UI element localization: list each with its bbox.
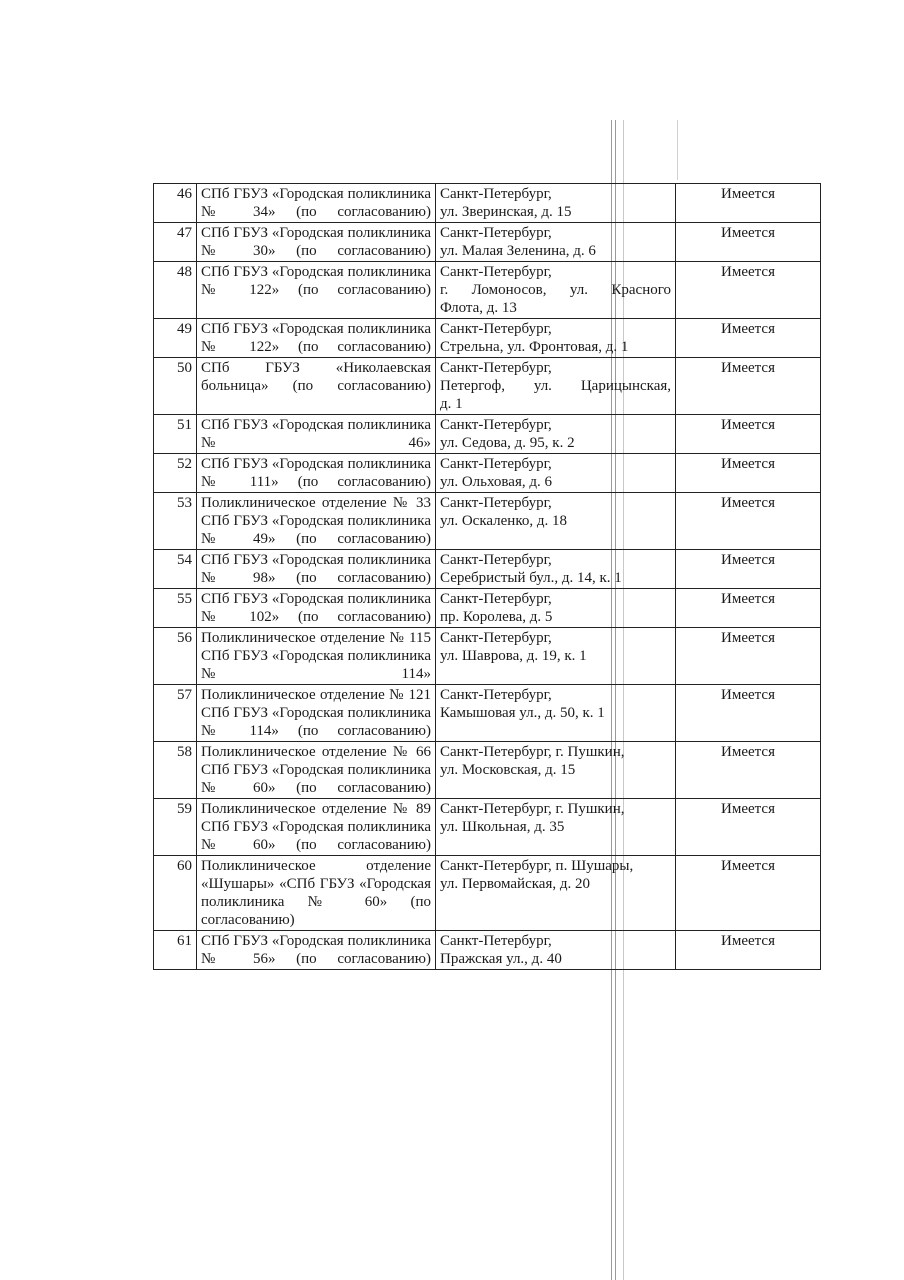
facility-address (436, 454, 676, 493)
address-line: Санкт-Петербург, (440, 630, 552, 646)
facility-address (436, 223, 676, 262)
address-line: Петергоф, ул. Царицынская, (440, 378, 671, 394)
address-line: г. Ломоносов, ул. Красного (440, 282, 671, 298)
facility-address (436, 493, 676, 550)
address-line: Санкт-Петербург, (440, 591, 552, 607)
facility-name: Поликлиническое отделение № 121 СПб ГБУЗ «Городская поликлиника № 114» (по согласованию) (197, 685, 436, 742)
address-line: Санкт-Петербург, (440, 225, 552, 241)
address-line: Санкт-Петербург, (440, 456, 552, 472)
address-line: Стрельна, ул. Фронтовая, д. 1 (440, 339, 629, 355)
address-line: ул. Малая Зеленина, д. 6 (440, 243, 596, 259)
availability-status: Имеется (676, 931, 821, 970)
facility-address (436, 415, 676, 454)
address-line: Серебристый бул., д. 14, к. 1 (440, 570, 622, 586)
address-line: ул. Школьная, д. 35 (440, 819, 565, 835)
availability-status: Имеется (676, 223, 821, 262)
facility-name: Поликлиническое отделение № 33 СПб ГБУЗ «Городская поликлиника № 49» (по согласованию) (197, 493, 436, 550)
facility-name: СПб ГБУЗ «Городская поликлиника № 46» (197, 415, 436, 454)
address-line: Санкт-Петербург, (440, 360, 552, 376)
table-row (154, 493, 821, 550)
facility-name: СПб ГБУЗ «Городская поликлиника № 102» (по согласованию) (197, 589, 436, 628)
address-line: ул. Ольховая, д. 6 (440, 474, 552, 490)
facility-address (436, 550, 676, 589)
row-number: 53 (154, 493, 197, 550)
table-row (154, 628, 821, 685)
facility-name: СПб ГБУЗ «Городская поликлиника № 122» (по согласованию) (197, 262, 436, 319)
table-row (154, 589, 821, 628)
address-line: Санкт-Петербург, (440, 264, 552, 280)
availability-status: Имеется (676, 415, 821, 454)
facility-address (436, 742, 676, 799)
address-line: Пражская ул., д. 40 (440, 951, 562, 967)
row-number: 50 (154, 358, 197, 415)
row-number: 58 (154, 742, 197, 799)
table-row (154, 184, 821, 223)
table-row (154, 742, 821, 799)
row-number: 48 (154, 262, 197, 319)
facility-address (436, 358, 676, 415)
facilities-table (153, 183, 821, 970)
row-number: 52 (154, 454, 197, 493)
address-line: ул. Оскаленко, д. 18 (440, 513, 567, 529)
address-line: Санкт-Петербург, (440, 186, 552, 202)
address-line: Санкт-Петербург, г. Пушкин, (440, 801, 625, 817)
availability-status: Имеется (676, 799, 821, 856)
address-line: ул. Первомайская, д. 20 (440, 876, 590, 892)
facility-address (436, 628, 676, 685)
facility-address (436, 184, 676, 223)
address-line: д. 1 (440, 396, 463, 412)
scan-artifact-line (677, 120, 678, 180)
address-line: Санкт-Петербург, (440, 552, 552, 568)
row-number: 56 (154, 628, 197, 685)
facility-address (436, 319, 676, 358)
availability-status: Имеется (676, 319, 821, 358)
address-line: пр. Королева, д. 5 (440, 609, 553, 625)
address-line: Санкт-Петербург, (440, 687, 552, 703)
facility-address (436, 262, 676, 319)
availability-status: Имеется (676, 184, 821, 223)
facility-address (436, 685, 676, 742)
address-line: Санкт-Петербург, (440, 321, 552, 337)
availability-status: Имеется (676, 685, 821, 742)
table-row (154, 415, 821, 454)
row-number: 61 (154, 931, 197, 970)
facility-name: СПб ГБУЗ «Городская поликлиника № 98» (по согласованию) (197, 550, 436, 589)
row-number: 46 (154, 184, 197, 223)
address-line: Санкт-Петербург, (440, 495, 552, 511)
facility-name: Поликлиническое отделение «Шушары» «СПб ГБУЗ «Городская поликлиника № 60» (по согласованию) (197, 856, 436, 931)
facility-name: СПб ГБУЗ «Городская поликлиника № 30» (по согласованию) (197, 223, 436, 262)
table-row (154, 262, 821, 319)
table-row (154, 319, 821, 358)
row-number: 57 (154, 685, 197, 742)
table-row (154, 223, 821, 262)
row-number: 51 (154, 415, 197, 454)
address-line: ул. Шаврова, д. 19, к. 1 (440, 648, 587, 664)
address-line: Санкт-Петербург, (440, 417, 552, 433)
facility-name: СПб ГБУЗ «Николаевская больница» (по согласованию) (197, 358, 436, 415)
facility-name: Поликлиническое отделение № 89 СПб ГБУЗ «Городская поликлиника № 60» (по согласованию) (197, 799, 436, 856)
row-number: 47 (154, 223, 197, 262)
availability-status: Имеется (676, 550, 821, 589)
facility-address (436, 856, 676, 931)
table-row (154, 931, 821, 970)
availability-status: Имеется (676, 358, 821, 415)
table-row (154, 550, 821, 589)
address-line: Флота, д. 13 (440, 300, 517, 316)
table-row (154, 856, 821, 931)
facility-name: СПб ГБУЗ «Городская поликлиника № 111» (по согласованию) (197, 454, 436, 493)
row-number: 59 (154, 799, 197, 856)
address-line: ул. Московская, д. 15 (440, 762, 576, 778)
address-line: Санкт-Петербург, г. Пушкин, (440, 744, 625, 760)
availability-status: Имеется (676, 856, 821, 931)
address-line: ул. Седова, д. 95, к. 2 (440, 435, 575, 451)
table-row (154, 799, 821, 856)
facility-address (436, 931, 676, 970)
address-line: Санкт-Петербург, (440, 933, 552, 949)
availability-status: Имеется (676, 742, 821, 799)
facility-address (436, 589, 676, 628)
row-number: 54 (154, 550, 197, 589)
availability-status: Имеется (676, 589, 821, 628)
table-row (154, 358, 821, 415)
facility-name: СПб ГБУЗ «Городская поликлиника № 56» (по согласованию) (197, 931, 436, 970)
address-line: Санкт-Петербург, п. Шушары, (440, 858, 634, 874)
availability-status: Имеется (676, 628, 821, 685)
row-number: 60 (154, 856, 197, 931)
facility-name: СПб ГБУЗ «Городская поликлиника № 122» (по согласованию) (197, 319, 436, 358)
row-number: 55 (154, 589, 197, 628)
address-line: Камышовая ул., д. 50, к. 1 (440, 705, 605, 721)
availability-status: Имеется (676, 493, 821, 550)
row-number: 49 (154, 319, 197, 358)
availability-status: Имеется (676, 262, 821, 319)
address-line: ул. Зверинская, д. 15 (440, 204, 572, 220)
facility-address (436, 799, 676, 856)
availability-status: Имеется (676, 454, 821, 493)
facility-name: Поликлиническое отделение № 66 СПб ГБУЗ «Городская поликлиника № 60» (по согласованию) (197, 742, 436, 799)
facility-name: Поликлиническое отделение № 115 СПб ГБУЗ «Городская поликлиника № 114» (197, 628, 436, 685)
facility-name: СПб ГБУЗ «Городская поликлиника № 34» (по согласованию) (197, 184, 436, 223)
facilities-table-body (154, 184, 821, 970)
table-row (154, 454, 821, 493)
table-row (154, 685, 821, 742)
